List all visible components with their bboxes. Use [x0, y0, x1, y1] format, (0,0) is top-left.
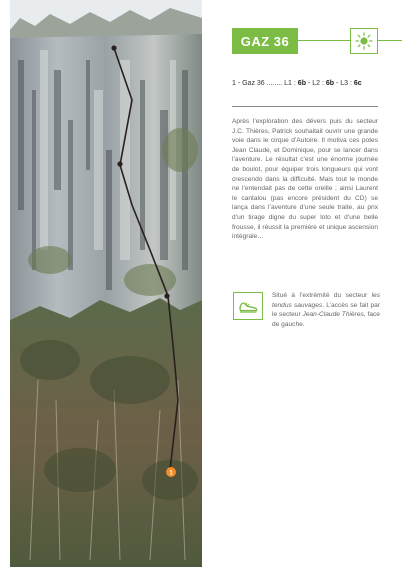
access-info [272, 291, 380, 329]
pitch-name: L3 [340, 80, 349, 87]
access-text: , face de gauche. [272, 311, 380, 328]
route-start-number: 1 [169, 470, 173, 477]
section-divider [232, 106, 378, 107]
route-summary: 1 - Gaz 36 ........ L1 : 6b - L2 : 6b - L3 : 6c [232, 80, 362, 87]
pitch-grade: 6b [297, 80, 306, 87]
pitch-name: L2 [312, 80, 320, 87]
route-dots: ........ [266, 80, 283, 87]
route-story: Après l’exploration des dévers puis du secteur J.C. Thières, Patrick souhaitait ouvrir une grande voie dans le cirque d’Autoire. Il motiva ces potes Jean Claude, et Dominique, pour se lancer dans l’aventure. Le résultat c’est une énorme journée de boulot, pour équiper trois longueurs qui vont crescendo dans la difficulté. Mais tout le monde ne l’entendait pas de cette oreille ; ainsi Laurent le cantalou (pas encore président du CD) se lança dans l’aventure d’une seule traite, au prix d’un tirage digne du super loto et d’une belle frousse, il réussit la première et unique ascension intégrale… [232, 118, 378, 241]
cliff-illustration [10, 0, 202, 567]
access-badge [233, 292, 263, 320]
route-photo [10, 0, 202, 567]
shoe-icon [238, 298, 258, 314]
pitch-grade: 6b [325, 80, 335, 87]
access-text: Situé à l’extrémité du secteur [272, 292, 372, 299]
access-text: . L’accès se fait par le secteur [272, 301, 380, 319]
exposure-badge [350, 28, 378, 54]
belay-station [117, 161, 122, 166]
belay-station [164, 293, 169, 298]
pitch-grade: 6c [353, 80, 362, 87]
belay-station [111, 45, 116, 50]
access-sector-link: Jean-Claude Thières [302, 311, 364, 319]
sun-icon [355, 32, 373, 50]
pitch-name: L1 [284, 80, 292, 87]
access-sector-link: les tendus sauvages [272, 292, 380, 309]
route-header [232, 28, 402, 54]
route-label: 1 - Gaz 36 [232, 80, 265, 87]
route-title: GAZ 36 [232, 28, 298, 54]
